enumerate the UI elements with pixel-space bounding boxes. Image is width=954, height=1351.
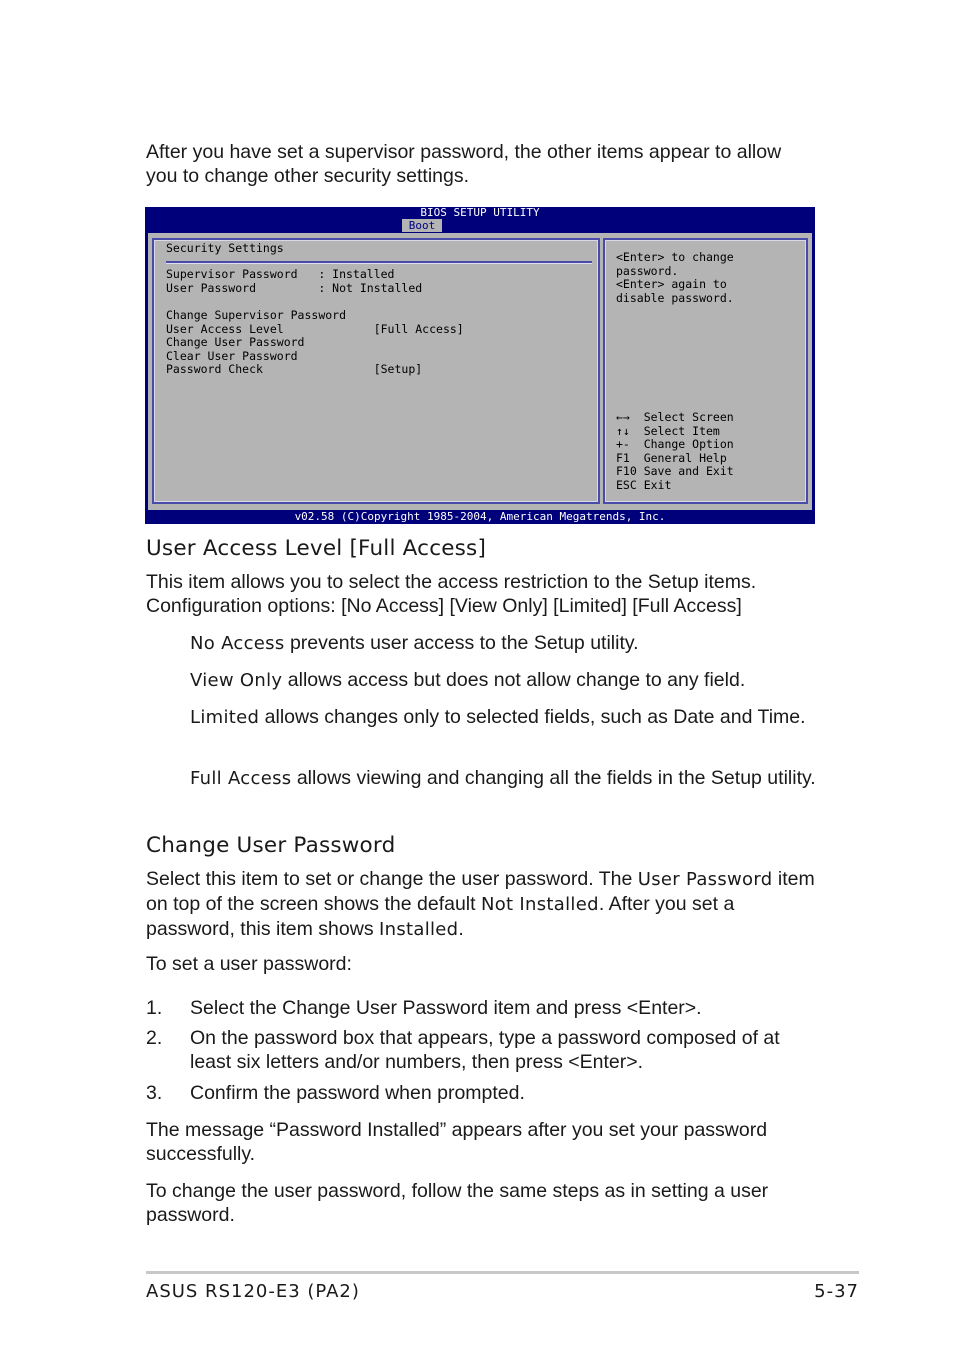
bios-status-lines: Supervisor Password : Installed User Password : Not Installed [166,267,423,295]
option-term: Limited [190,707,260,728]
bios-menu-items: Change Supervisor Password User Access Level [Full Access] Change User Password Clear User Password Password Check [Setup] [166,308,464,376]
option-limited [190,705,816,730]
bios-help-text: <Enter> to change password. <Enter> again to disable password. [616,250,734,305]
option-desc: allows viewing and changing all the fields in the Setup utility. [291,767,816,789]
section-heading-user-access-level: User Access Level [Full Access] [146,536,487,561]
option-term: No Access [190,633,285,654]
bios-title: BIOS SETUP UTILITY [420,206,540,219]
text-run: . [458,918,464,940]
bios-tab-boot: Boot [402,219,442,232]
change-password-note: To change the user password, follow the same steps as in setting a user password. [146,1180,769,1226]
password-installed-note: The message “Password Installed” appears after you set your password successfully. [146,1119,768,1165]
step-text: Confirm the password when prompted. [190,1082,525,1104]
option-view-only [190,668,816,693]
footer-product-name: ASUS RS120-E3 (PA2) [146,1281,360,1302]
footer-page-number: 5-37 [814,1281,859,1302]
user-access-description: This item allows you to select the access restriction to the Setup items. Configuration options: [No Access] [View Only] [Limited] [Full Access] [146,571,757,617]
step-number: 3. [146,1082,163,1104]
bios-main-panel [148,233,812,510]
option-full-access [190,766,816,791]
bios-section-title: Security Settings [166,241,284,255]
footer-divider [146,1271,859,1274]
keyword-not-installed: Not Installed [480,894,599,915]
bios-separator [166,261,592,263]
set-password-intro: To set a user password: [146,953,352,975]
option-term: View Only [190,670,283,691]
option-desc: allows changes only to selected fields, such as Date and Time. [259,706,806,728]
section-heading-change-user-password: Change User Password [146,833,396,858]
option-term: Full Access [190,768,292,789]
text-run: item on top of the screen shows the default [146,868,815,915]
text-run: Select this item to set or change the user password. The [146,868,638,890]
intro-paragraph: After you have set a supervisor password, the other items appear to allow you to change other security settings. [146,141,782,187]
option-no-access [190,631,816,656]
bios-key-legend: ←→ Select Screen ↑↓ Select Item +- Change Option F1 General Help F10 Save and Exit ESC Exit [616,410,734,492]
text-run: . After you set a password, this item shows [146,893,735,940]
option-desc: prevents user access to the Setup utility. [284,632,639,654]
keyword-user-password: User Password [637,869,773,890]
bios-screenshot [145,207,815,524]
option-desc: allows access but does not allow change to any field. [282,669,746,691]
step-text: Select the Change User Password item and press <Enter>. [190,997,702,1019]
keyword-installed: Installed [379,919,459,940]
bios-copyright: v02.58 (C)Copyright 1985-2004, American Megatrends, Inc. [294,510,666,523]
step-number: 2. [146,1027,163,1049]
step-number: 1. [146,997,163,1019]
step-text: On the password box that appears, type a password composed of at least six letters and/or numbers, then press <Enter>. [190,1027,780,1073]
change-password-description [146,867,816,942]
